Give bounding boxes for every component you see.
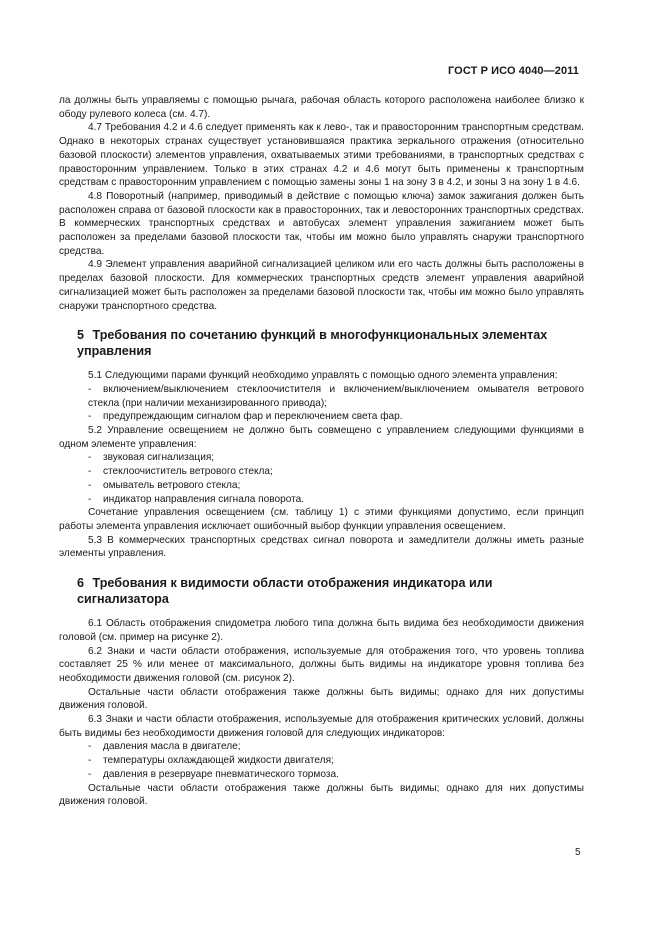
- list-marker: -: [88, 493, 92, 505]
- list-marker: -: [88, 383, 92, 395]
- list-item: - омыватель ветрового стекла;: [88, 479, 241, 491]
- document-body: [59, 94, 584, 809]
- list-item: - давления в резервуаре пневматического тормоза.: [88, 768, 339, 780]
- list-marker: -: [88, 755, 92, 767]
- list-item: - стеклоочиститель ветрового стекла;: [88, 466, 273, 478]
- section-title: Требования к видимости области отображения индикатора или сигнализатора: [77, 576, 493, 607]
- paragraph-6-3: 6.3 Знаки и части области отображения, используемые для отображения критических условий, должны быть видимы без необходимости движения головой для следующих индикаторов:: [59, 714, 584, 739]
- section-6-heading: [59, 575, 584, 607]
- paragraph-6-2: 6.2 Знаки и части области отображения, используемые для отображения того, что уровень топлива составляет 25 % или менее от максимального, должны быть видимы на индикаторе уровня топлива без необходимости движения головой (см. рисунок 2).: [59, 645, 584, 684]
- paragraph: Сочетание управления освещением (см. таблицу 1) с этими функциями допустимо, если принцип работы элемента управления исключает ошибочный выбор функции управления освещением.: [59, 507, 584, 532]
- paragraph: Остальные части области отображения также должны быть видимы; однако для них допустимы движения головой.: [59, 782, 584, 808]
- paragraph-5-2: 5.2 Управление освещением не должно быть совмещено с управлением следующими функциями в одном элементе управления:: [59, 425, 584, 450]
- list-item: - давления масла в двигателе;: [88, 741, 241, 753]
- paragraph-4-7: 4.7 Требования 4.2 и 4.6 следует применять как к лево-, так и правосторонним транспортным средствам. Однако в некоторых странах существует установившаяся практика зеркального отражения (относительно базовой плоскости) элементов управления, охватываемых этими требованиями, в транспортных средствах с правосторонним управлением. Только в этих странах 4.2 и 4.6 могут быть применены к транспортным средствам с правосторонним управлением с помощью замены зоны 1 на зону 3 в 4.2, и зоны 3 на зону 1 в 4.6.: [59, 122, 584, 189]
- list-marker: -: [88, 452, 92, 464]
- paragraph: ла должны быть управляемы с помощью рычага, рабочая область которого расположена наиболее близко к ободу рулевого колеса (см. 4.7).: [59, 95, 584, 120]
- list-item: - включением/выключением стеклоочистителя и включением/выключением омывателя ветрового стекла (при наличии механизированного привода);: [88, 383, 584, 409]
- document-header: ГОСТ Р ИСО 4040—2011: [447, 65, 579, 77]
- paragraph-5-1: 5.1 Следующими парами функций необходимо управлять с помощью одного элемента управления:: [88, 370, 558, 382]
- list-item: - предупреждающим сигналом фар и переключением света фар.: [88, 411, 403, 423]
- section-title: Требования по сочетанию функций в многофункциональных элементах управления: [77, 328, 548, 359]
- list-item: - звуковая сигнализация;: [88, 452, 215, 464]
- section-5-heading: [59, 327, 584, 359]
- list-marker: -: [88, 411, 92, 423]
- section-number: 6: [77, 576, 85, 591]
- list-marker: -: [88, 741, 92, 753]
- section-number: 5: [77, 328, 85, 343]
- list-marker: -: [88, 479, 92, 491]
- paragraph-5-3: 5.3 В коммерческих транспортных средствах сигнал поворота и замедлители должны иметь разные элементы управления.: [59, 534, 584, 560]
- paragraph-6-1: 6.1 Область отображения спидометра любого типа должна быть видима без необходимости движения головой (см. пример на рисунке 2).: [59, 618, 584, 643]
- list-item: - температуры охлаждающей жидкости двигателя;: [88, 755, 334, 767]
- paragraph-4-9: 4.9 Элемент управления аварийной сигнализацией целиком или его часть должны быть расположены в пределах базовой плоскости. Для коммерческих транспортных средств элемент управления аварийной сигнализацией может быть расположен за пределами базовой плоскости так, чтобы им можно было управлять снаружи транспортного средства.: [59, 259, 584, 312]
- list-item: - индикатор направления сигнала поворота.: [88, 493, 305, 505]
- list-marker: -: [88, 466, 92, 478]
- paragraph-4-8: 4.8 Поворотный (например, приводимый в действие с помощью ключа) замок зажигания должен быть расположен справа от базовой плоскости как в правосторонних, так и левосторонних транспортных средствах. В коммерческих транспортных средствах и автобусах элемент управления зажиганием может быть расположен за пределами базовой плоскости так, чтобы им можно было управлять снаружи транспортного средства.: [59, 190, 584, 257]
- list-marker: -: [88, 768, 92, 780]
- page-number: 5: [575, 847, 581, 858]
- paragraph: Остальные части области отображения также должны быть видимы; однако для них допустимы движения головой.: [59, 686, 584, 712]
